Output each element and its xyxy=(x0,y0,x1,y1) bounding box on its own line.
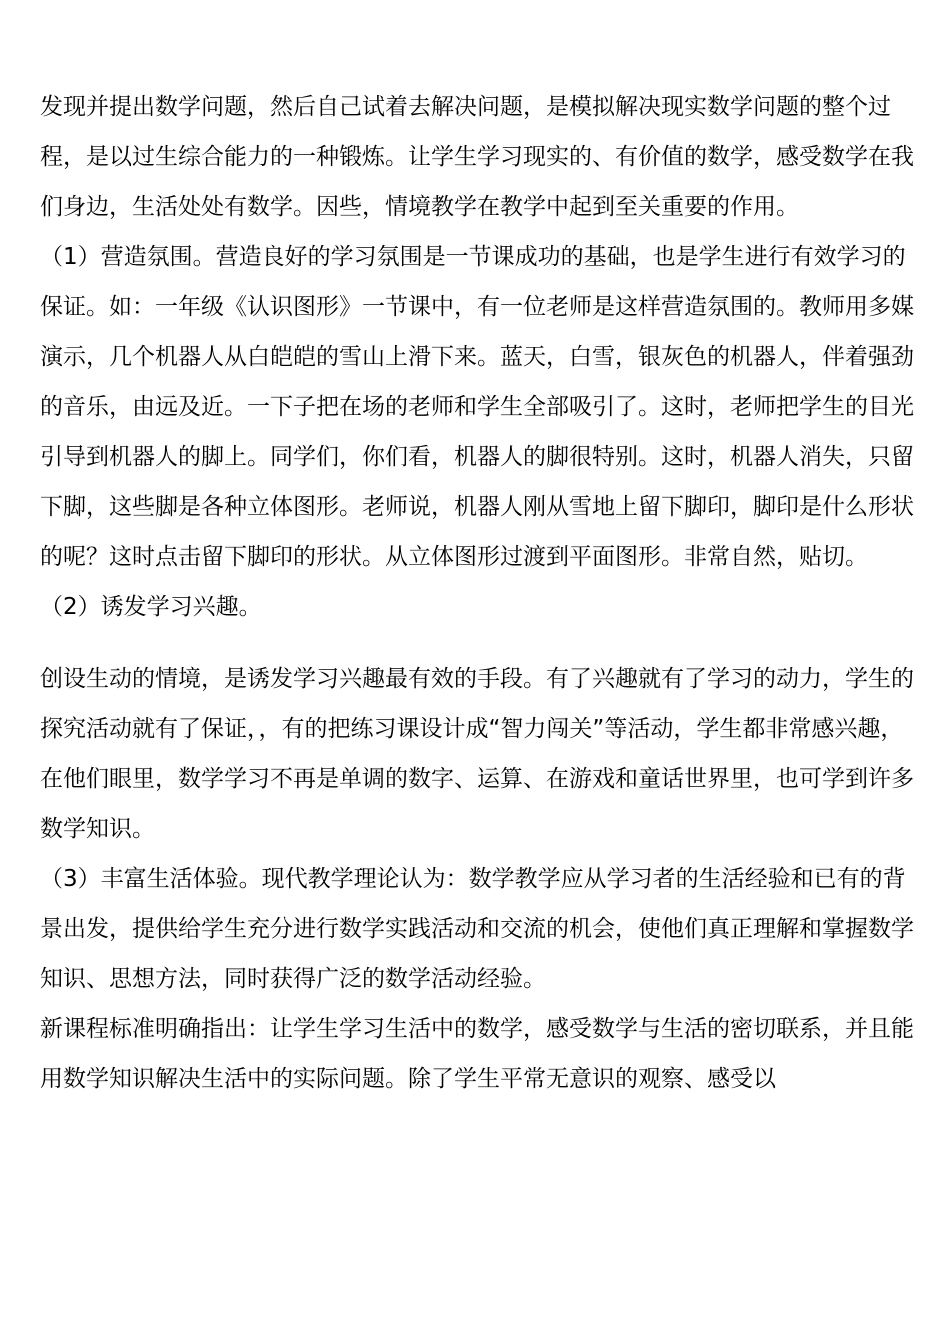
paragraph-section-1: （1）营造氛围。营造良好的学习氛围是一节课成功的基础，也是学生进行有效学习的保证。如：一年级《认识图形》一节课中，有一位老师是这样营造氛围的。教师用多媒演示，几个机器人从白皑皑的雪山上滑下来。蓝天，白雪，银灰色的机器人，伴着强劲的音乐，由远及近。一下子把在场的老师和学生全部吸引了。这时，老师把学生的目光引导到机器人的脚上。同学们，你们看，机器人的脚很特别。这时，机器人消失，只留下脚，这些脚是各种立体图形。老师说，机器人刚从雪地上留下脚印，脚印是什么形状的呢？这时点击留下脚印的形状。从立体图形过渡到平面图形。非常自然，贴切。 xyxy=(40,244,914,570)
paragraph-intro: 发现并提出数学问题，然后自己试着去解决问题，是模拟解决现实数学问题的整个过程，是以过生综合能力的一种锻炼。让学生学习现实的、有价值的数学，感受数学在我们身边，生活处处有数学。因些，情境教学在教学中起到至关重要的作用。 xyxy=(40,94,914,220)
paragraph-section-2-body: 创设生动的情境，是诱发学习兴趣最有效的手段。有了兴趣就有了学习的动力，学生的探究活动就有了保证，，有的把练习课设计成“智力闯关”等活动，学生都非常感兴趣，在他们眼里，数学学习不再是单调的数字、运算、在游戏和童话世界里，也可学到许多数学知识。 xyxy=(40,666,914,842)
document-page xyxy=(40,82,920,1104)
paragraph-section-3: （3）丰富生活体验。现代教学理论认为：数学教学应从学习者的生活经验和已有的背景出发，提供给学生充分进行数学实践活动和交流的机会，使他们真正理解和掌握数学知识、思想方法，同时获得广泛的数学活动经验。 xyxy=(40,866,914,992)
paragraph-curriculum: 新课程标准明确指出：让学生学习生活中的数学，感受数学与生活的密切联系，并且能用数学知识解决生活中的实际问题。除了学生平常无意识的观察、感受以 xyxy=(40,1016,914,1092)
paragraph-section-2-heading: （2）诱发学习兴趣。 xyxy=(40,594,262,620)
